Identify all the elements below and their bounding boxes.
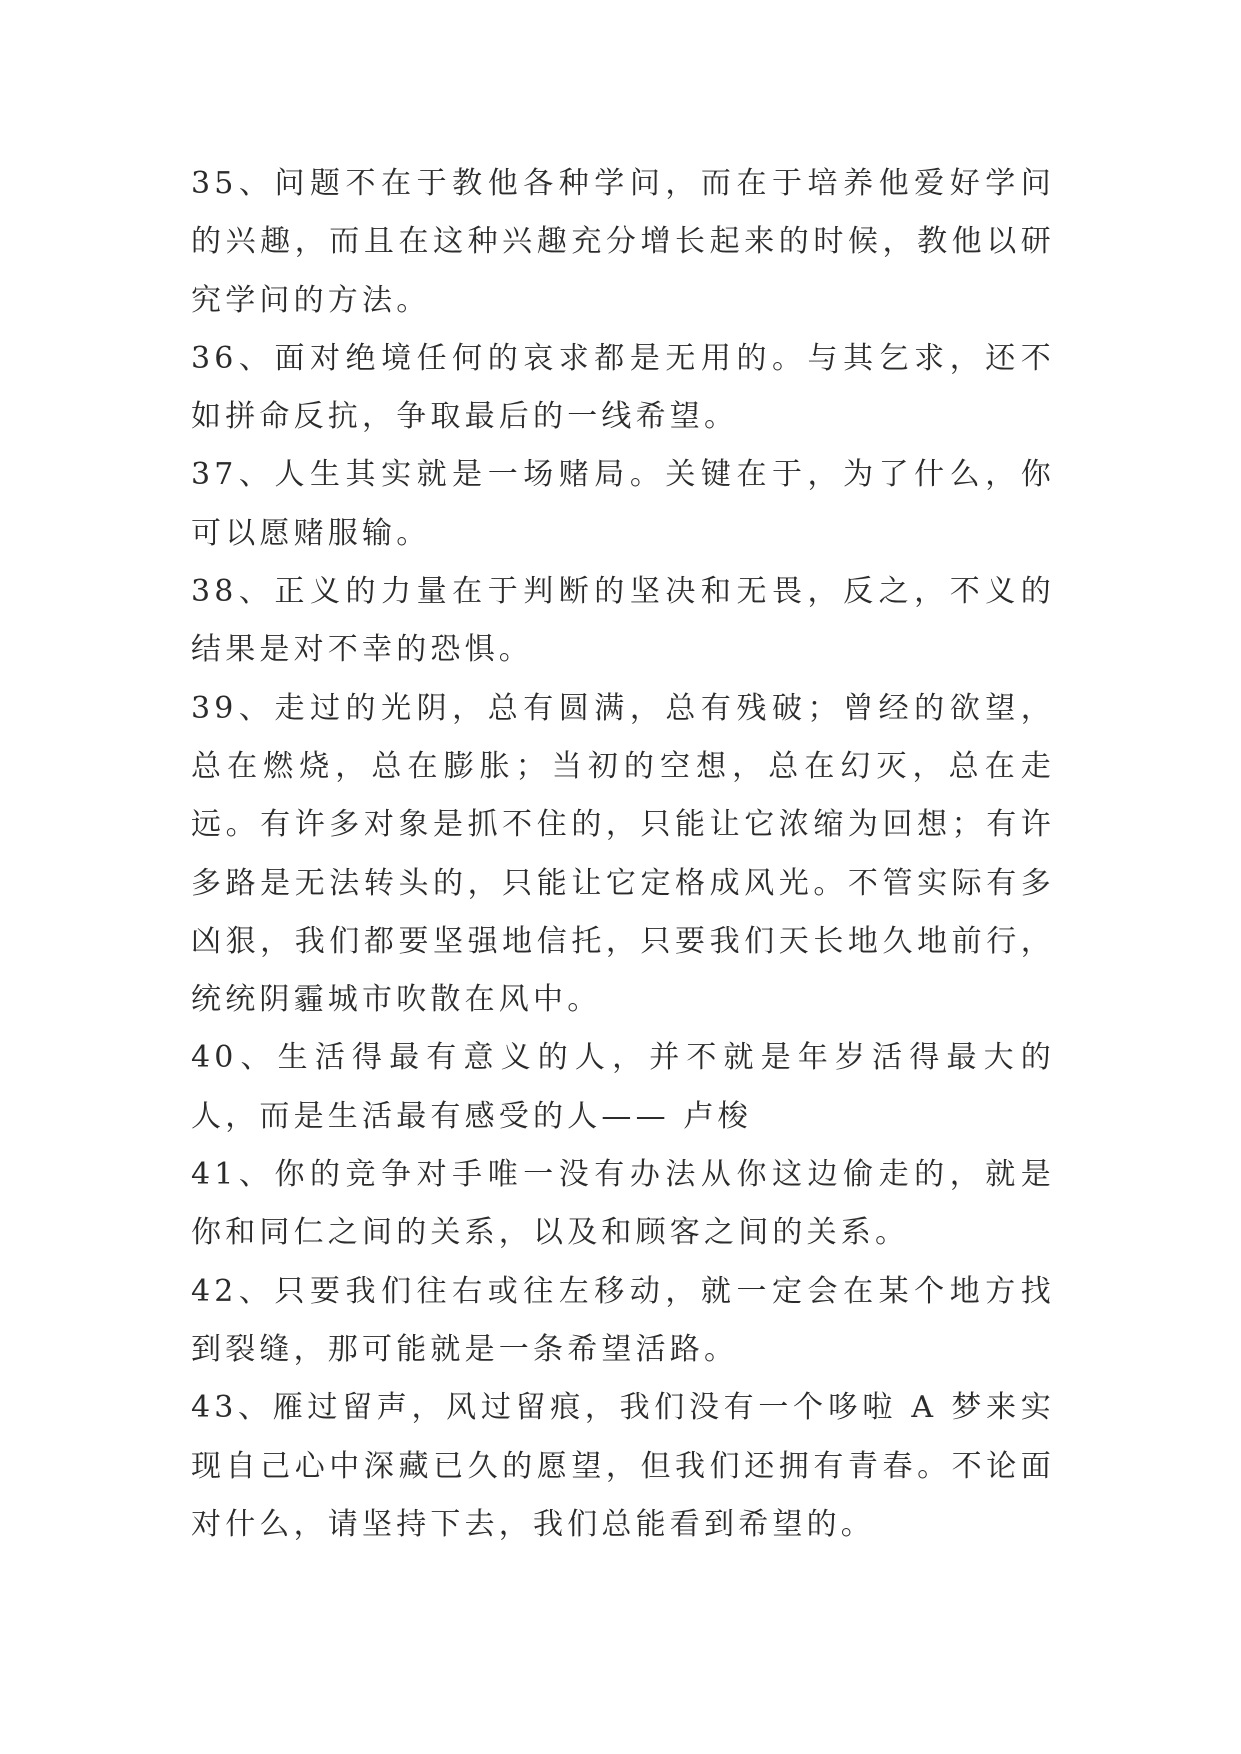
list-item: 36、面对绝境任何的哀求都是无用的。与其乞求，还不如拼命反抗，争取最后的一线希望。 xyxy=(191,340,1055,435)
list-item: 38、正义的力量在于判断的坚决和无畏，反之，不义的结果是对不幸的恐惧。 xyxy=(191,574,1055,668)
list-item: 40、生活得最有意义的人，并不就是年岁活得最大的人，而是生活最有感受的人—— 卢梭 xyxy=(191,1040,1055,1134)
list-item: 39、走过的光阴，总有圆满，总有残破；曾经的欲望，总在燃烧，总在膨胀；当初的空想，总在幻灭，总在走远。有许多对象是抓不住的，只能让它浓缩为回想；有许多路是无法转头的，只能让它定格成风光。不管实际有多凶狠，我们都要坚强地信托，只要我们天长地久地前行，统统阴霾城市吹散在风中。 xyxy=(191,690,1055,1018)
list-item: 42、只要我们往右或往左移动，就一定会在某个地方找到裂缝，那可能就是一条希望活路。 xyxy=(191,1273,1055,1367)
list-item: 35、问题不在于教他各种学问，而在于培养他爱好学问的兴趣，而且在这种兴趣充分增长起来的时候，教他以研究学问的方法。 xyxy=(191,166,1055,318)
list-item: 37、人生其实就是一场赌局。关键在于，为了什么，你可以愿赌服输。 xyxy=(191,457,1055,551)
list-item: 41、你的竞争对手唯一没有办法从你这边偷走的，就是你和同仁之间的关系，以及和顾客之间的关系。 xyxy=(191,1157,1055,1251)
list-item: 43、雁过留声，风过留痕，我们没有一个哆啦 A 梦来实现自己心中深藏已久的愿望，但我们还拥有青春。不论面对什么，请坚持下去，我们总能看到希望的。 xyxy=(191,1390,1055,1542)
quote-list xyxy=(191,155,1055,1554)
